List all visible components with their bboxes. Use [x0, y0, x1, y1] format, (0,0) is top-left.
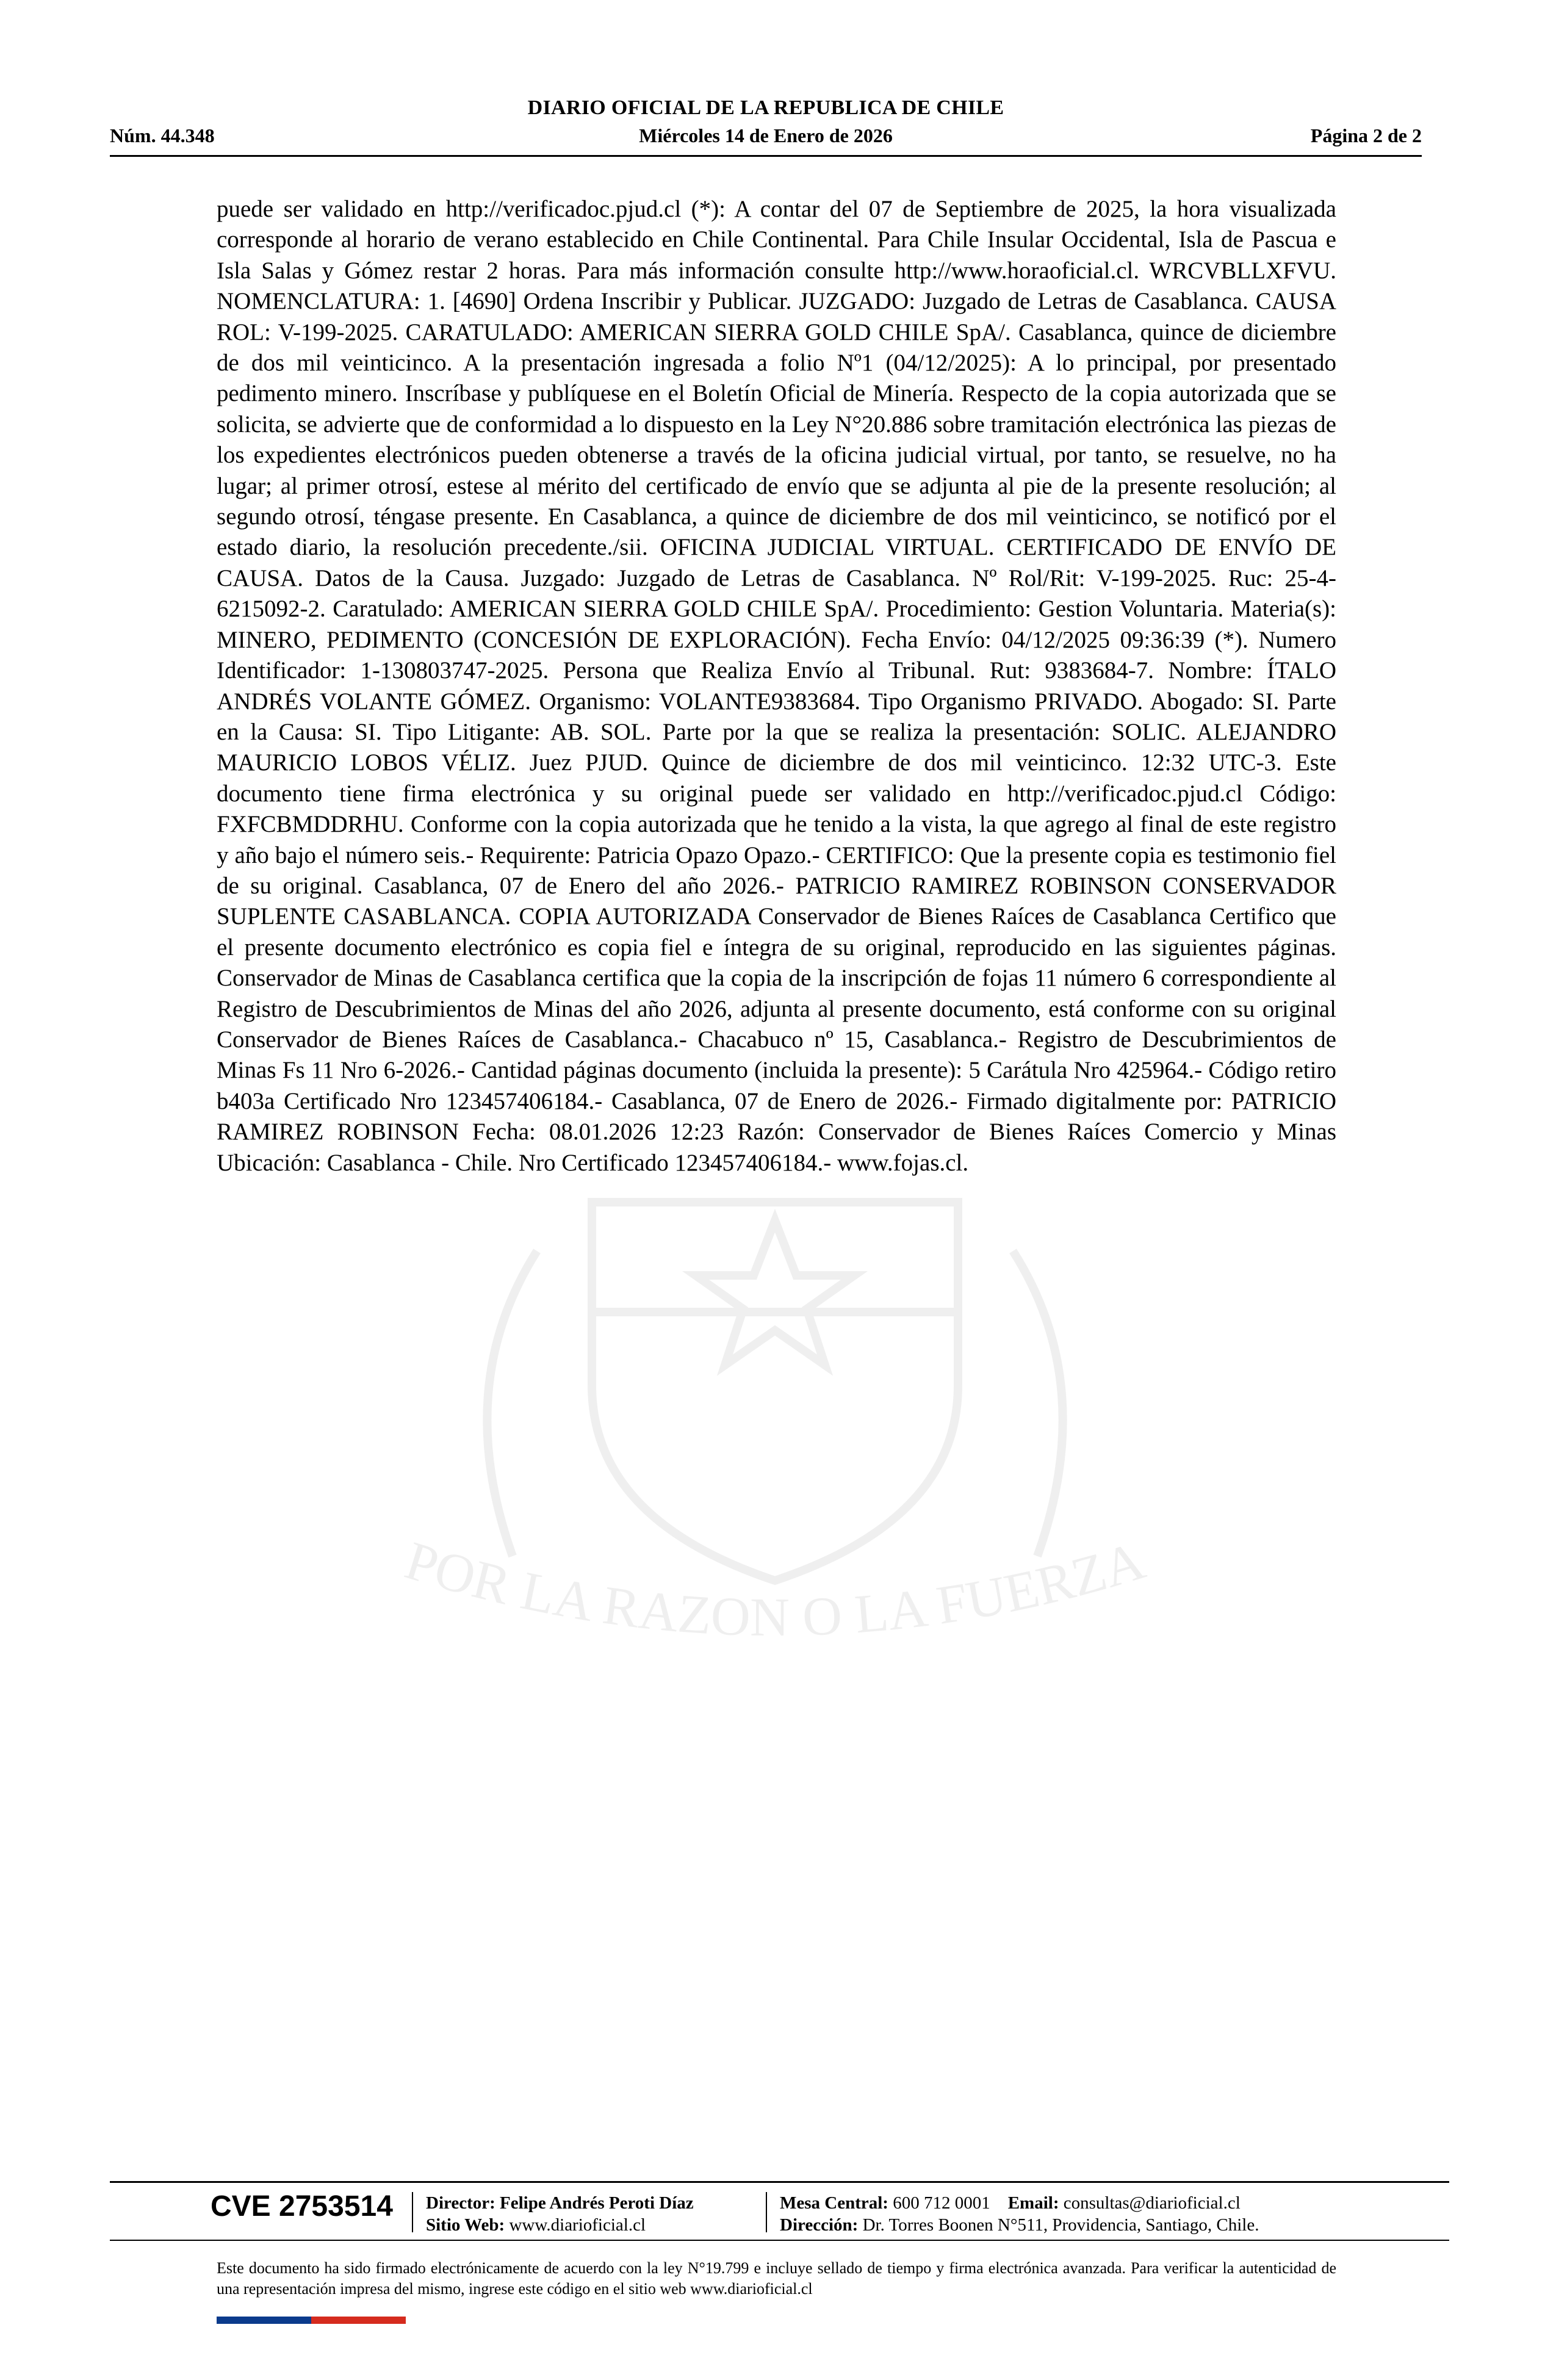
page-header — [110, 92, 1422, 159]
address-value: Dr. Torres Boonen N°511, Providencia, Santiago, Chile. — [862, 2215, 1259, 2235]
coat-of-arms-watermark — [195, 1129, 1355, 1678]
header-divider — [110, 155, 1422, 157]
page-indicator: Página 2 de 2 — [1310, 124, 1422, 146]
website-link[interactable]: www.diarioficial.cl — [509, 2215, 646, 2235]
director-label: Director: — [426, 2193, 495, 2213]
mesa-phone: 600 712 0001 — [893, 2193, 990, 2213]
flag-stripe-blue — [217, 2317, 311, 2324]
email-label: Email: — [1007, 2193, 1059, 2213]
footer-director-block — [426, 2192, 694, 2236]
footer-contact-block — [780, 2192, 1259, 2236]
email-link[interactable]: consultas@diarioficial.cl — [1063, 2193, 1241, 2213]
mesa-label: Mesa Central: — [780, 2193, 888, 2213]
director-name: Felipe Andrés Peroti Díaz — [500, 2193, 694, 2213]
footer-top-divider — [110, 2181, 1449, 2183]
footer-mid-divider — [110, 2240, 1449, 2241]
cve-code: CVE 2753514 — [211, 2190, 393, 2223]
footer-separator — [766, 2192, 767, 2232]
footer-separator — [412, 2192, 413, 2232]
document-body: puede ser validado en http://verificadoc.pjud.cl (*): A contar del 07 de Septiembre de 2025, la hora visualizada corresponde al horario de verano establecido en Chile Continental. Para Chile Insular Occidental, Isla de Pascua e Isla Salas y Gómez restar 2 horas. Para más información consulte http://www.horaoficial.cl. WRCVBLLXFVU. NOMENCLATURA: 1. [4690] Ordena Inscribir y Publicar. JUZGADO: Juzgado de Letras de Casablanca. CAUSA ROL: V-199-2025. CARATULADO: AMERICAN SIERRA GOLD CHILE SpA/. Casablanca, quince de diciembre de dos mil veinticinco. A la presentación ingresada a folio Nº1 (04/12/2025): A lo principal, por presentado pedimento minero. Inscríbase y publíquese en el Boletín Oficial de Minería. Respecto de la copia autorizada que se solicita, se advierte que de conformidad a lo dispuesto en la Ley N°20.886 sobre tramitación electrónica las piezas de los expedientes electrónicos pueden obtenerse a través de la oficina judicial virtual, por tanto, se resuelve, no ha lugar; al primer otrosí, estese al mérito del certificado de envío que se adjunta al pie de la presente resolución; al segundo otrosí, téngase presente. En Casablanca, a quince de diciembre de dos mil veinticinco, se notificó por el estado diario, la resolución precedente./sii. OFICINA JUDICIAL VIRTUAL. CERTIFICADO DE ENVÍO DE CAUSA. Datos de la Causa. Juzgado: Juzgado de Letras de Casablanca. Nº Rol/Rit: V-199-2025. Ruc: 25-4-6215092-2. Caratulado: AMERICAN SIERRA GOLD CHILE SpA/. Procedimiento: Gestion Voluntaria. Materia(s): MINERO, PEDIMENTO (CONCESIÓN DE EXPLORACIÓN). Fecha Envío: 04/12/2025 09:36:39 (*). Numero Identificador: 1-130803747-2025. Persona que Realiza Envío al Tribunal. Rut: 9383684-7. Nombre: ÍTALO ANDRÉS VOLANTE GÓMEZ. Organismo: VOLANTE9383684. Tipo Organismo PRIVADO. Abogado: SI. Parte en la Causa: SI. Tipo Litigante: AB. SOL. Parte por la que se realiza la presentación: SOLIC. ALEJANDRO MAURICIO LOBOS VÉLIZ. Juez PJUD. Quince de diciembre de dos mil veinticinco. 12:32 UTC-3. Este documento tiene firma electrónica y su original puede ser validado en http://verificadoc.pjud.cl Código: FXFCBMDDRHU. Conforme con la copia autorizada que he tenido a la vista, la que agrego al final de este registro y año bajo el número seis.- Requirente: Patricia Opazo Opazo.- CERTIFICO: Que la presente copia es testimonio fiel de su original. Casablanca, 07 de Enero del año 2026.- PATRICIO RAMIREZ ROBINSON CONSERVADOR SUPLENTE CASABLANCA. COPIA AUTORIZADA Conservador de Bienes Raíces de Casablanca Certifico que el presente documento electrónico es copia fiel e íntegra de su original, reproducido en las siguientes páginas. Conservador de Minas de Casablanca certifica que la copia de la inscripción de fojas 11 número 6 correspondiente al Registro de Descubrimientos de Minas del año 2026, adjunta al presente documento, está conforme con su original Conservador de Bienes Raíces de Casablanca.- Chacabuco nº 15, Casablanca.- Registro de Descubrimientos de Minas Fs 11 Nro 6-2026.- Cantidad páginas documento (incluida la presente): 5 Carátula Nro 425964.- Código retiro b403a Certificado Nro 123457406184.- Casablanca, 07 de Enero de 2026.- Firmado digitalmente por: PATRICIO RAMIREZ ROBINSON Fecha: 08.01.2026 12:23 Razón: Conservador de Bienes Raíces Comercio y Minas Ubicación: Casablanca - Chile. Nro Certificado 123457406184.- www.fojas.cl. — [217, 196, 1336, 1176]
publication-title: DIARIO OFICIAL DE LA REPUBLICA DE CHILE — [527, 96, 1004, 119]
legal-notice: Este documento ha sido firmado electrónicamente de acuerdo con la ley N°19.799 e incluye sellado de tiempo y firma electrónica avanzada. Para verificar la autenticidad de una representación impresa del mismo, ingrese este código en el sitio web www.diarioficial.cl — [217, 2259, 1336, 2298]
address-label: Dirección: — [780, 2215, 859, 2235]
watermark-motto: POR LA RAZON O LA FUERZA — [398, 1530, 1152, 1648]
issue-date: Miércoles 14 de Enero de 2026 — [639, 124, 893, 146]
website-label: Sitio Web: — [426, 2215, 505, 2235]
issue-number: Núm. 44.348 — [110, 124, 215, 146]
flag-stripe-red — [311, 2317, 406, 2324]
